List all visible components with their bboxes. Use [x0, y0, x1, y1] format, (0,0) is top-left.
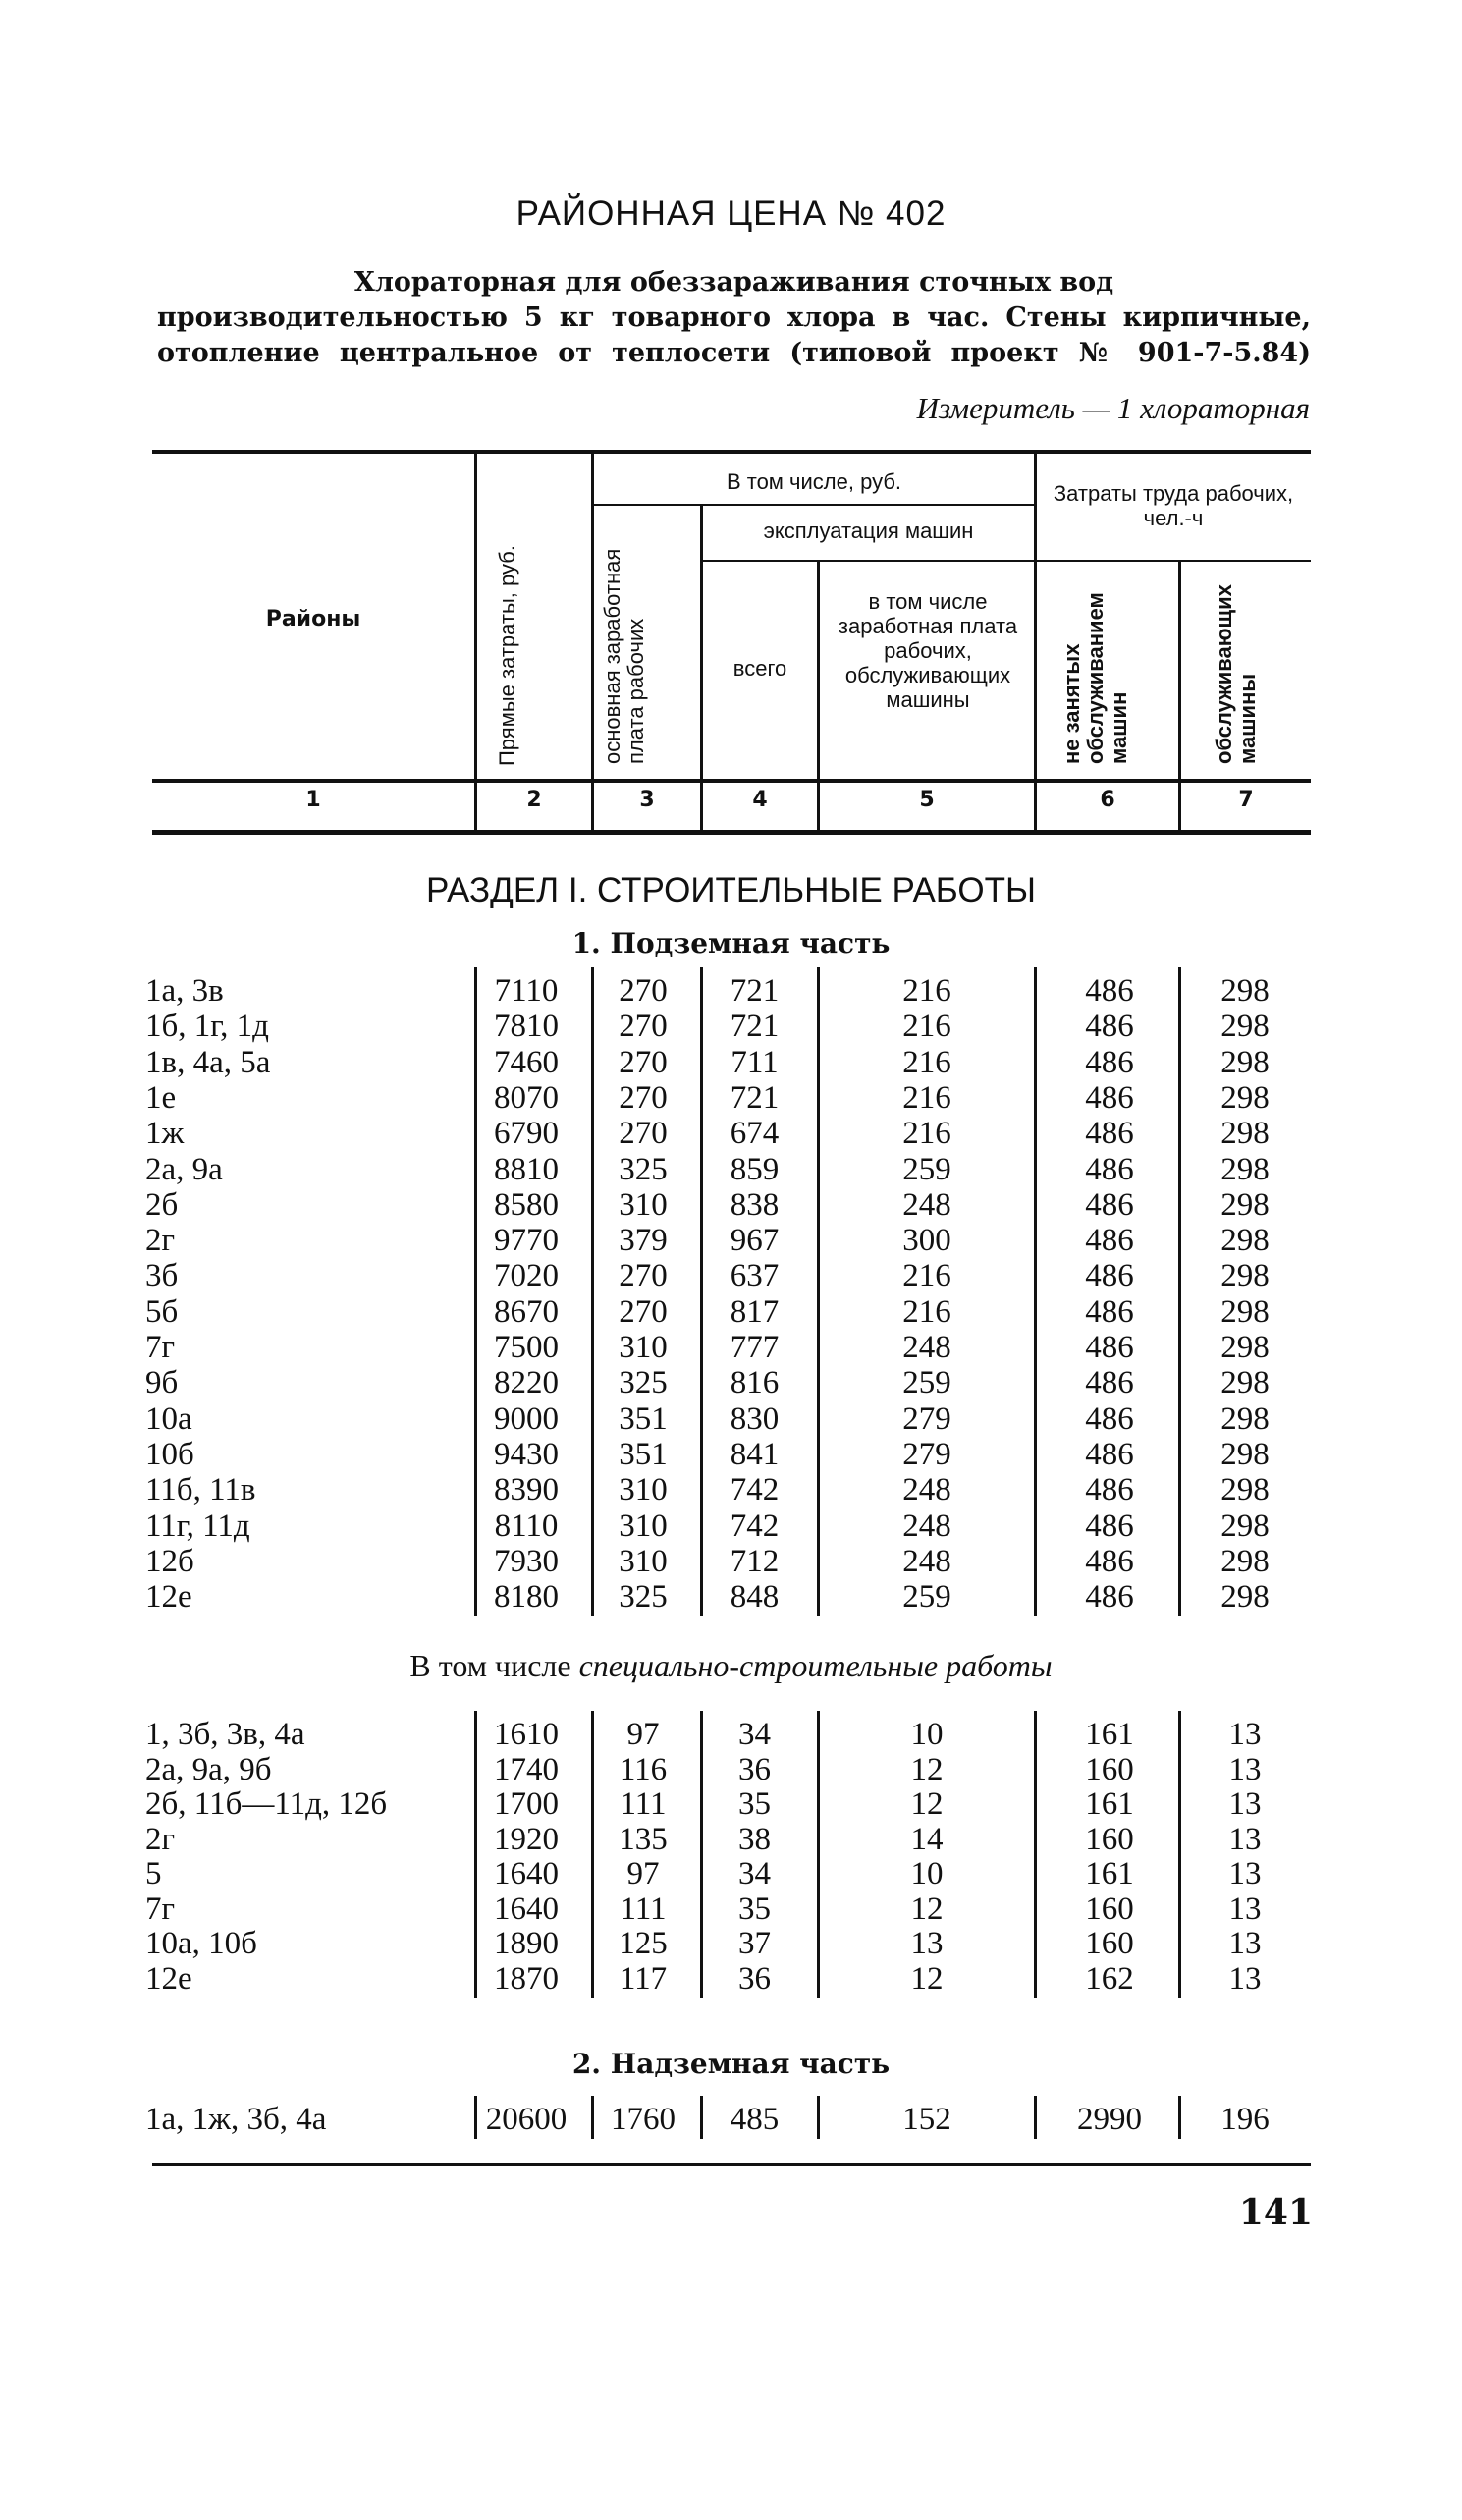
value-cell: 298 [1220, 1472, 1270, 1508]
table-row [0, 1009, 1462, 1044]
region-cell: 12е [145, 1960, 192, 1997]
value-cell: 486 [1085, 973, 1134, 1009]
table-row [0, 1258, 1462, 1293]
header-subline [1034, 560, 1311, 562]
value-cell: 7500 [494, 1330, 559, 1365]
value-cell: 34 [738, 1717, 771, 1752]
value-cell: 300 [902, 1223, 951, 1259]
value-cell: 325 [619, 1151, 668, 1187]
value-cell: 13 [1228, 1960, 1262, 1997]
header-divider [474, 454, 477, 830]
value-cell: 379 [619, 1223, 668, 1259]
header-not-busy-text: не занятых обслуживанием машин [1059, 592, 1131, 764]
page-number: 141 [1238, 2192, 1313, 2233]
value-cell: 721 [730, 973, 780, 1009]
value-cell: 216 [902, 1044, 951, 1080]
value-cell: 38 [738, 1821, 771, 1857]
value-cell: 817 [730, 1293, 780, 1330]
table-row [0, 1961, 1462, 1997]
value-cell: 298 [1220, 1507, 1270, 1544]
value-cell: 8070 [494, 1079, 559, 1116]
header-regions: Районы [265, 607, 361, 631]
value-cell: 1640 [494, 1856, 559, 1891]
region-cell: 12е [145, 1579, 192, 1616]
table-row [0, 1080, 1462, 1116]
value-cell: 216 [902, 973, 951, 1009]
value-cell: 8580 [494, 1186, 559, 1223]
value-cell: 1740 [494, 1751, 559, 1787]
region-cell: 1а, 3в [145, 973, 224, 1009]
value-cell: 152 [902, 2102, 951, 2137]
value-cell: 259 [902, 1151, 951, 1187]
value-cell: 486 [1085, 1009, 1134, 1045]
value-cell: 298 [1220, 973, 1270, 1009]
table-row [0, 1717, 1462, 1752]
table-row [0, 1579, 1462, 1615]
value-cell: 1760 [611, 2102, 676, 2137]
value-cell: 270 [619, 1044, 668, 1080]
region-cell: 5б [145, 1293, 179, 1330]
region-cell: 1б, 1г, 1д [145, 1009, 269, 1045]
value-cell: 116 [619, 1751, 668, 1787]
region-cell: 1, 3б, 3в, 4а [145, 1717, 305, 1752]
value-cell: 248 [902, 1543, 951, 1579]
value-cell: 35 [738, 1890, 771, 1927]
header-incl-salary: в том числе заработная плата рабочих, обслуживающих машины [838, 589, 1018, 712]
value-cell: 12 [910, 1960, 944, 1997]
header-labor-costs: Затраты труда рабочих, чел.-ч [1053, 481, 1294, 530]
value-cell: 742 [730, 1472, 780, 1508]
value-cell: 13 [1228, 1786, 1262, 1822]
value-cell: 298 [1220, 1400, 1270, 1437]
value-cell: 310 [619, 1330, 668, 1365]
value-cell: 486 [1085, 1151, 1134, 1187]
value-cell: 298 [1220, 1186, 1270, 1223]
value-cell: 486 [1085, 1579, 1134, 1616]
value-cell: 97 [626, 1856, 660, 1891]
header-serving-text: обслуживающих машины [1212, 584, 1260, 764]
value-cell: 486 [1085, 1079, 1134, 1116]
value-cell: 486 [1085, 1436, 1134, 1472]
measure-unit: Измеритель — 1 хлораторная [916, 391, 1310, 425]
special-italic: специально-строительные работы [578, 1648, 1053, 1683]
region-cell: 3б [145, 1258, 179, 1294]
region-cell: 2б [145, 1186, 179, 1223]
value-cell: 161 [1085, 1786, 1134, 1822]
special-prefix: В том числе [409, 1648, 571, 1683]
region-cell: 1ж [145, 1116, 185, 1152]
value-cell: 7930 [494, 1543, 559, 1579]
value-cell: 160 [1085, 1926, 1134, 1961]
value-cell: 161 [1085, 1717, 1134, 1752]
part1-title: 1. Подземная часть [571, 927, 891, 959]
value-cell: 486 [1085, 1293, 1134, 1330]
value-cell: 8670 [494, 1293, 559, 1330]
value-cell: 816 [730, 1365, 780, 1401]
section-title: РАЗДЕЛ I. СТРОИТЕЛЬНЫЕ РАБОТЫ [426, 871, 1036, 909]
value-cell: 10 [910, 1856, 944, 1891]
region-cell: 1а, 1ж, 3б, 4а [145, 2102, 327, 2137]
table-row [0, 1045, 1462, 1080]
value-cell: 486 [1085, 1330, 1134, 1365]
value-cell: 13 [1228, 1751, 1262, 1787]
value-cell: 486 [1085, 1044, 1134, 1080]
value-cell: 248 [902, 1507, 951, 1544]
region-cell: 1е [145, 1079, 177, 1116]
header-subline [591, 504, 1034, 506]
header-including-rub: В том числе, руб. [726, 469, 902, 494]
value-cell: 310 [619, 1543, 668, 1579]
table-row [0, 1752, 1462, 1787]
region-cell: 2б, 11б—11д, 12б [145, 1786, 388, 1822]
value-cell: 248 [902, 1330, 951, 1365]
value-cell: 270 [619, 973, 668, 1009]
region-cell: 10а, 10б [145, 1926, 257, 1961]
table-row [0, 2102, 1462, 2137]
value-cell: 351 [619, 1436, 668, 1472]
value-cell: 310 [619, 1186, 668, 1223]
value-cell: 117 [619, 1960, 668, 1997]
colnum-divider [591, 783, 594, 830]
value-cell: 486 [1085, 1223, 1134, 1259]
value-cell: 13 [1228, 1717, 1262, 1752]
value-cell: 298 [1220, 1151, 1270, 1187]
value-cell: 9000 [494, 1400, 559, 1437]
value-cell: 10 [910, 1717, 944, 1752]
value-cell: 674 [730, 1116, 780, 1152]
header-top-rule [152, 450, 1311, 454]
part2-title: 2. Надземная часть [571, 2048, 891, 2080]
value-cell: 13 [1228, 1890, 1262, 1927]
value-cell: 279 [902, 1400, 951, 1437]
header-machine-operation: эксплуатация машин [763, 519, 974, 543]
value-cell: 160 [1085, 1890, 1134, 1927]
header-serving [1213, 568, 1260, 764]
value-cell: 35 [738, 1786, 771, 1822]
value-cell: 486 [1085, 1116, 1134, 1152]
value-cell: 712 [730, 1543, 780, 1579]
table-bottom-rule [152, 2163, 1311, 2166]
value-cell: 7020 [494, 1258, 559, 1294]
table-row [0, 1187, 1462, 1223]
value-cell: 325 [619, 1579, 668, 1616]
value-cell: 12 [910, 1786, 944, 1822]
value-cell: 841 [730, 1436, 780, 1472]
value-cell: 135 [619, 1821, 668, 1857]
value-cell: 259 [902, 1365, 951, 1401]
value-cell: 7810 [494, 1009, 559, 1045]
colnum-divider [1178, 783, 1181, 830]
region-cell: 11г, 11д [145, 1507, 250, 1544]
value-cell: 270 [619, 1258, 668, 1294]
col-number: 5 [919, 788, 935, 812]
value-cell: 859 [730, 1151, 780, 1187]
colnum-bottom-rule [152, 830, 1311, 835]
value-cell: 298 [1220, 1293, 1270, 1330]
value-cell: 486 [1085, 1507, 1134, 1544]
value-cell: 270 [619, 1116, 668, 1152]
value-cell: 298 [1220, 1543, 1270, 1579]
value-cell: 637 [730, 1258, 780, 1294]
value-cell: 8180 [494, 1579, 559, 1616]
page-title: РАЙОННАЯ ЦЕНА № 402 [515, 194, 947, 233]
value-cell: 9770 [494, 1223, 559, 1259]
value-cell: 216 [902, 1258, 951, 1294]
value-cell: 298 [1220, 1009, 1270, 1045]
value-cell: 7110 [494, 973, 559, 1009]
table-row [0, 1330, 1462, 1365]
colnum-divider [474, 783, 477, 830]
value-cell: 1870 [494, 1960, 559, 1997]
subtitle [157, 265, 1311, 371]
header-bottom-rule [152, 779, 1311, 783]
value-cell: 111 [620, 1890, 667, 1927]
value-cell: 298 [1220, 1116, 1270, 1152]
table-row [0, 1856, 1462, 1891]
value-cell: 351 [619, 1400, 668, 1437]
value-cell: 216 [902, 1116, 951, 1152]
value-cell: 298 [1220, 1258, 1270, 1294]
value-cell: 7460 [494, 1044, 559, 1080]
col-number: 3 [639, 788, 655, 812]
header-divider [1034, 454, 1037, 830]
value-cell: 216 [902, 1079, 951, 1116]
region-cell: 12б [145, 1543, 194, 1579]
value-cell: 8810 [494, 1151, 559, 1187]
value-cell: 298 [1220, 1330, 1270, 1365]
table-row [0, 1544, 1462, 1579]
value-cell: 298 [1220, 1079, 1270, 1116]
value-cell: 270 [619, 1293, 668, 1330]
value-cell: 298 [1220, 1579, 1270, 1616]
table-row [0, 1891, 1462, 1927]
table-row [0, 1822, 1462, 1857]
value-cell: 248 [902, 1186, 951, 1223]
header-divider [591, 454, 594, 830]
value-cell: 12 [910, 1890, 944, 1927]
value-cell: 777 [730, 1330, 780, 1365]
value-cell: 161 [1085, 1856, 1134, 1891]
value-cell: 37 [738, 1926, 771, 1961]
table-row [0, 1365, 1462, 1400]
col-number: 6 [1100, 788, 1115, 812]
region-cell: 2г [145, 1821, 176, 1857]
value-cell: 13 [1228, 1856, 1262, 1891]
table-row [0, 1116, 1462, 1151]
value-cell: 111 [620, 1786, 667, 1822]
special-works-title [0, 1648, 1462, 1684]
table-row [0, 1223, 1462, 1258]
value-cell: 36 [738, 1751, 771, 1787]
region-cell: 2г [145, 1223, 176, 1259]
region-cell: 11б, 11в [145, 1472, 256, 1508]
value-cell: 310 [619, 1472, 668, 1508]
header-base-salary [601, 538, 648, 764]
value-cell: 838 [730, 1186, 780, 1223]
region-cell: 7г [145, 1330, 176, 1365]
subtitle-line: производительностью 5 кг товарного хлора в час. Стены кирпичные, [157, 302, 1311, 333]
value-cell: 13 [910, 1926, 944, 1961]
value-cell: 34 [738, 1856, 771, 1891]
table-row [0, 1472, 1462, 1507]
value-cell: 2990 [1077, 2102, 1142, 2137]
value-cell: 486 [1085, 1400, 1134, 1437]
value-cell: 298 [1220, 1365, 1270, 1401]
value-cell: 160 [1085, 1821, 1134, 1857]
value-cell: 848 [730, 1579, 780, 1616]
value-cell: 8390 [494, 1472, 559, 1508]
region-cell: 2а, 9а [145, 1151, 223, 1187]
value-cell: 298 [1220, 1223, 1270, 1259]
header-total: всего [732, 656, 787, 681]
table-row [0, 1786, 1462, 1822]
value-cell: 310 [619, 1507, 668, 1544]
value-cell: 1640 [494, 1890, 559, 1927]
header-not-busy [1060, 568, 1131, 764]
region-cell: 9б [145, 1365, 179, 1401]
value-cell: 12 [910, 1751, 944, 1787]
value-cell: 8220 [494, 1365, 559, 1401]
value-cell: 97 [626, 1717, 660, 1752]
value-cell: 486 [1085, 1472, 1134, 1508]
value-cell: 1700 [494, 1786, 559, 1822]
subtitle-line: отопление центральное от теплосети (типовой проект № 901-7-5.84) [157, 338, 1311, 368]
value-cell: 13 [1228, 1926, 1262, 1961]
value-cell: 279 [902, 1436, 951, 1472]
table-row [0, 1926, 1462, 1961]
region-cell: 7г [145, 1890, 176, 1927]
subtitle-line: Хлораторная для обеззараживания сточных вод [353, 267, 1114, 298]
value-cell: 298 [1220, 1044, 1270, 1080]
col-number: 7 [1238, 788, 1254, 812]
region-cell: 1в, 4а, 5а [145, 1044, 271, 1080]
value-cell: 216 [902, 1293, 951, 1330]
header-base-salary-text: основная заработная плата рабочих [600, 548, 648, 764]
value-cell: 742 [730, 1507, 780, 1544]
value-cell: 1890 [494, 1926, 559, 1961]
region-cell: 10б [145, 1436, 194, 1472]
value-cell: 270 [619, 1009, 668, 1045]
value-cell: 1920 [494, 1821, 559, 1857]
value-cell: 486 [1085, 1186, 1134, 1223]
value-cell: 125 [619, 1926, 668, 1961]
value-cell: 36 [738, 1960, 771, 1997]
value-cell: 20600 [485, 2102, 568, 2137]
col-number: 1 [305, 788, 321, 812]
table-row [0, 973, 1462, 1009]
col-number: 2 [526, 788, 542, 812]
value-cell: 160 [1085, 1751, 1134, 1787]
value-cell: 9430 [494, 1436, 559, 1472]
value-cell: 216 [902, 1009, 951, 1045]
table-row [0, 1437, 1462, 1472]
value-cell: 485 [730, 2102, 780, 2137]
region-cell: 10а [145, 1400, 192, 1437]
value-cell: 162 [1085, 1960, 1134, 1997]
value-cell: 721 [730, 1079, 780, 1116]
value-cell: 270 [619, 1079, 668, 1116]
value-cell: 14 [910, 1821, 944, 1857]
value-cell: 259 [902, 1579, 951, 1616]
value-cell: 6790 [494, 1116, 559, 1152]
header-direct-costs: Прямые затраты, руб. [495, 545, 519, 766]
value-cell: 1610 [494, 1717, 559, 1752]
table-row [0, 1401, 1462, 1437]
col-number: 4 [752, 788, 768, 812]
value-cell: 298 [1220, 1436, 1270, 1472]
value-cell: 13 [1228, 1821, 1262, 1857]
colnum-divider [1034, 783, 1037, 830]
table-row [0, 1294, 1462, 1330]
header-subline [700, 560, 1034, 562]
value-cell: 325 [619, 1365, 668, 1401]
table-row [0, 1152, 1462, 1187]
value-cell: 486 [1085, 1258, 1134, 1294]
table-row [0, 1508, 1462, 1544]
region-cell: 5 [145, 1856, 162, 1891]
region-cell: 2а, 9а, 9б [145, 1751, 272, 1787]
value-cell: 721 [730, 1009, 780, 1045]
value-cell: 830 [730, 1400, 780, 1437]
colnum-divider [700, 783, 703, 830]
colnum-divider [817, 783, 820, 830]
value-cell: 486 [1085, 1365, 1134, 1401]
value-cell: 248 [902, 1472, 951, 1508]
value-cell: 967 [730, 1223, 780, 1259]
value-cell: 8110 [494, 1507, 559, 1544]
value-cell: 711 [731, 1044, 779, 1080]
value-cell: 196 [1220, 2102, 1270, 2137]
value-cell: 486 [1085, 1543, 1134, 1579]
